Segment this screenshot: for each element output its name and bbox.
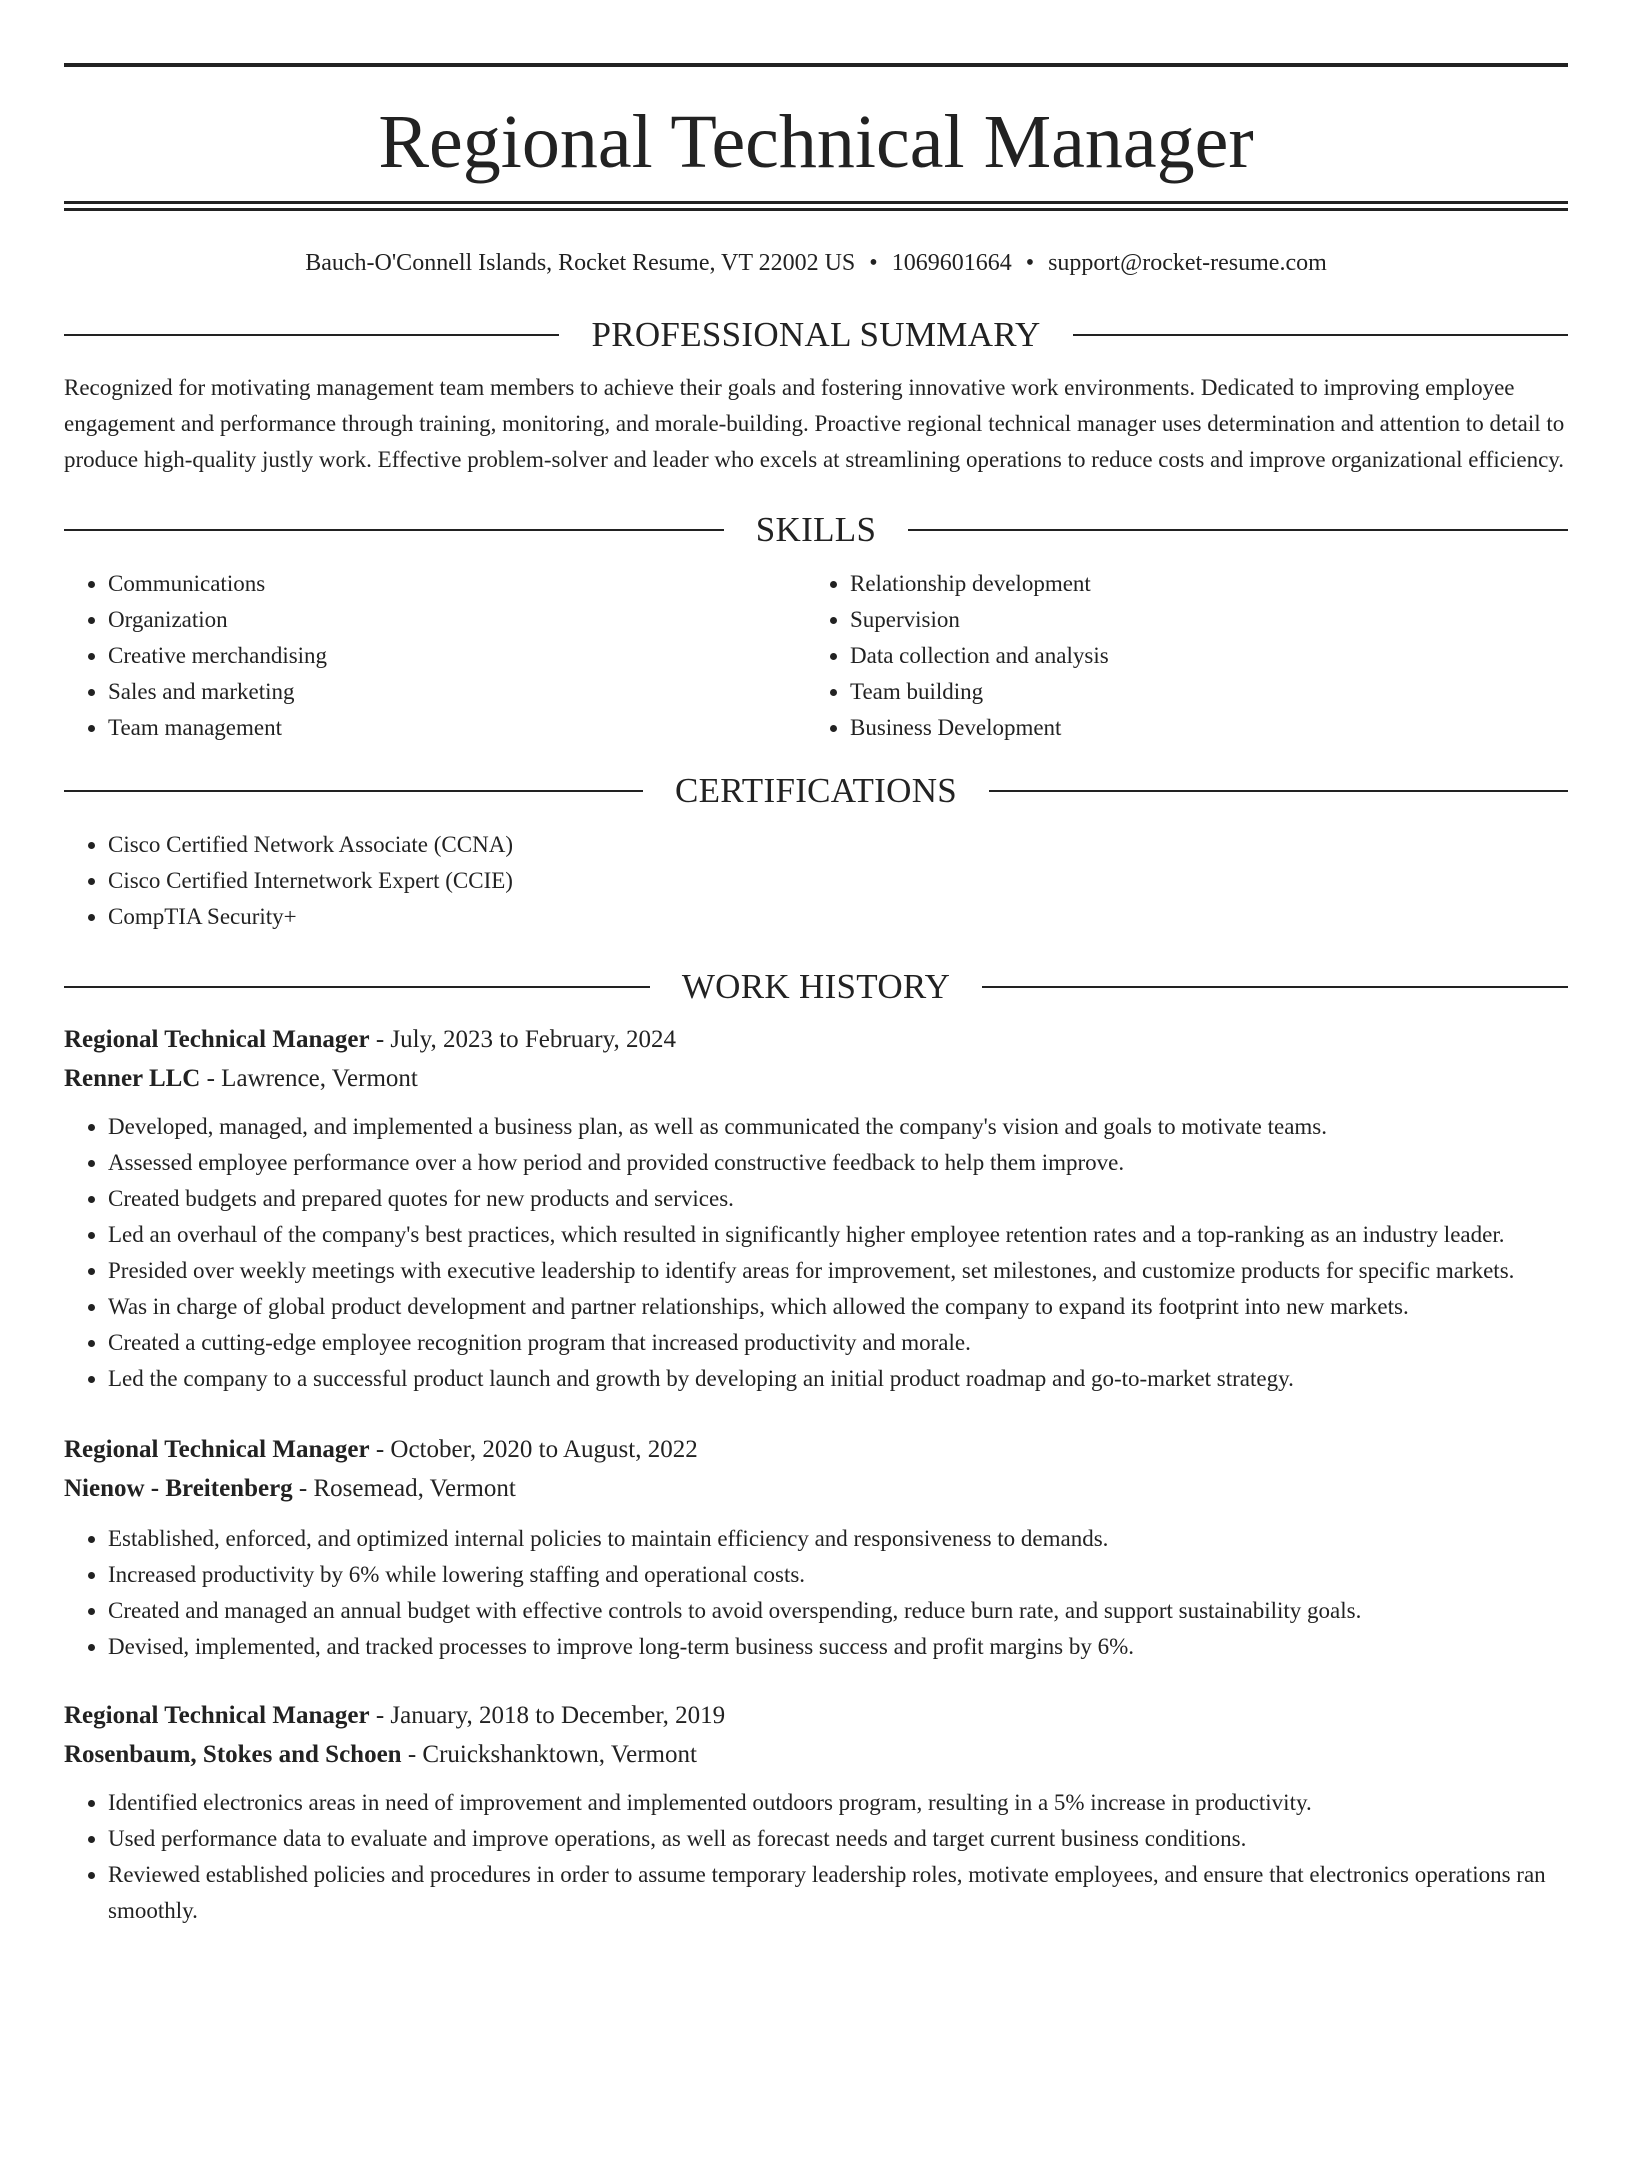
heading-rule-left (64, 334, 559, 336)
summary-heading-label: PROFESSIONAL SUMMARY (591, 315, 1041, 354)
job-title: Regional Technical Manager (64, 1702, 370, 1729)
job-entry (64, 1021, 1568, 1397)
skills-column-left (64, 566, 806, 746)
job-title-line (64, 1697, 1568, 1735)
heading-rule-right (989, 790, 1568, 792)
certifications-heading-label: CERTIFICATIONS (674, 771, 958, 810)
summary-heading (64, 314, 1568, 356)
heading-rule-right (908, 529, 1568, 531)
job-bullet: • Assessed employee performance over a how period and provided constructive feedback to help them improve. (108, 1145, 1568, 1181)
job-bullet: • Reviewed established policies and procedures in order to assume temporary leadership roles, motivate employees, and ensure that electronics operations ran smoothly. (108, 1857, 1568, 1929)
work-history-heading (64, 966, 1568, 1008)
skill-item: • Team management (108, 710, 806, 746)
skills-heading-label: SKILLS (755, 510, 877, 549)
job-bullet: • Established, enforced, and optimized internal policies to maintain efficiency and responsiveness to demands. (108, 1521, 1568, 1557)
job-dates: - January, 2018 to December, 2019 (369, 1702, 726, 1729)
job-bullet: • Increased productivity by 6% while lowering staffing and operational costs. (108, 1557, 1568, 1593)
job-location: - Lawrence, Vermont (200, 1065, 418, 1092)
skill-item: • Team building (850, 674, 1568, 710)
contact-line (64, 248, 1568, 278)
job-bullet: • Developed, managed, and implemented a business plan, as well as communicated the company's vision and goals to motivate teams. (108, 1109, 1568, 1145)
job-location: - Rosemead, Vermont (292, 1475, 516, 1502)
job-bullet: • Presided over weekly meetings with executive leadership to identify areas for improvement, set milestones, and customize products for specific markets. (108, 1253, 1568, 1289)
skill-item: • Supervision (850, 602, 1568, 638)
job-bullet: • Identified electronics areas in need of improvement and implemented outdoors program, resulting in a 5% increase in productivity. (108, 1785, 1568, 1821)
heading-rule-left (64, 986, 650, 988)
job-bullets (64, 1785, 1568, 1929)
job-title: Regional Technical Manager (64, 1436, 370, 1463)
job-company-line (64, 1059, 1568, 1099)
certification-item: • Cisco Certified Internetwork Expert (CCIE) (108, 863, 1568, 899)
job-dates: - July, 2023 to February, 2024 (369, 1026, 677, 1053)
contact-separator: • (1025, 250, 1035, 276)
job-location: - Cruickshanktown, Vermont (401, 1741, 697, 1768)
certifications-list (64, 827, 1568, 935)
job-company-line (64, 1735, 1568, 1775)
skill-item: • Communications (108, 566, 806, 602)
job-company: Renner LLC (64, 1065, 201, 1092)
candidate-name: Regional Technical Manager (378, 100, 1254, 184)
skill-item: • Organization (108, 602, 806, 638)
skill-item: • Relationship development (850, 566, 1568, 602)
job-bullet: • Created and managed an annual budget with effective controls to avoid overspending, reduce burn rate, and support sustainability goals. (108, 1593, 1568, 1629)
resume-page (0, 63, 1632, 2175)
certification-item: • Cisco Certified Network Associate (CCNA) (108, 827, 1568, 863)
skills-column-right (806, 566, 1568, 746)
job-bullet: • Was in charge of global product development and partner relationships, which allowed the company to expand its footprint into new markets. (108, 1289, 1568, 1325)
job-company: Nienow - Breitenberg (64, 1475, 293, 1502)
skills-list (64, 566, 1568, 746)
contact-email: support@rocket-resume.com (1048, 250, 1327, 276)
contact-separator: • (869, 250, 878, 276)
skill-item: • Sales and marketing (108, 674, 806, 710)
contact-phone: 1069601664 (891, 250, 1012, 276)
job-bullet: • Led the company to a successful product launch and growth by developing an initial product roadmap and go-to-market strategy. (108, 1361, 1568, 1397)
job-entry (64, 1697, 1568, 1929)
contact-address: Bauch-O'Connell Islands, Rocket Resume, VT 22002 US (305, 250, 856, 276)
skill-item: • Creative merchandising (108, 638, 806, 674)
skill-item: • Data collection and analysis (850, 638, 1568, 674)
job-title: Regional Technical Manager (64, 1026, 370, 1053)
job-bullet: • Devised, implemented, and tracked processes to improve long-term business success and profit margins by 6%. (108, 1629, 1568, 1665)
certifications-heading (64, 770, 1568, 812)
job-entry (64, 1431, 1568, 1665)
heading-rule-right (1073, 334, 1568, 336)
job-bullet: • Led an overhaul of the company's best practices, which resulted in significantly higher employee retention rates and a top-ranking as an industry leader. (108, 1217, 1568, 1253)
heading-rule-right (982, 986, 1568, 988)
skills-heading (64, 509, 1568, 551)
job-dates: - October, 2020 to August, 2022 (369, 1436, 698, 1463)
job-bullets (64, 1109, 1568, 1397)
heading-rule-left (64, 790, 643, 792)
job-bullets (64, 1521, 1568, 1665)
header-double-rule (64, 201, 1568, 211)
job-bullet: • Used performance data to evaluate and improve operations, as well as forecast needs and target current business conditions. (108, 1821, 1568, 1857)
job-company-line (64, 1469, 1568, 1509)
certification-item: • CompTIA Security+ (108, 899, 1568, 935)
heading-rule-left (64, 529, 724, 531)
summary-text: Recognized for motivating management team members to achieve their goals and fostering innovative work environments. Dedicated to improving employee engagement and performance through training, monitoring, and morale-building. Proactive regional technical manager uses determination and attention to detail to produce high-quality justly work. Effective problem-solver and leader who excels at streamlining operations to reduce costs and improve organizational efficiency. (64, 375, 1565, 472)
work-history-heading-label: WORK HISTORY (681, 967, 951, 1006)
job-bullet: • Created budgets and prepared quotes for new products and services. (108, 1181, 1568, 1217)
job-title-line (64, 1021, 1568, 1059)
job-company: Rosenbaum, Stokes and Schoen (64, 1741, 402, 1768)
job-bullet: • Created a cutting-edge employee recognition program that increased productivity and morale. (108, 1325, 1568, 1361)
skill-item: • Business Development (850, 710, 1568, 746)
job-title-line (64, 1431, 1568, 1469)
